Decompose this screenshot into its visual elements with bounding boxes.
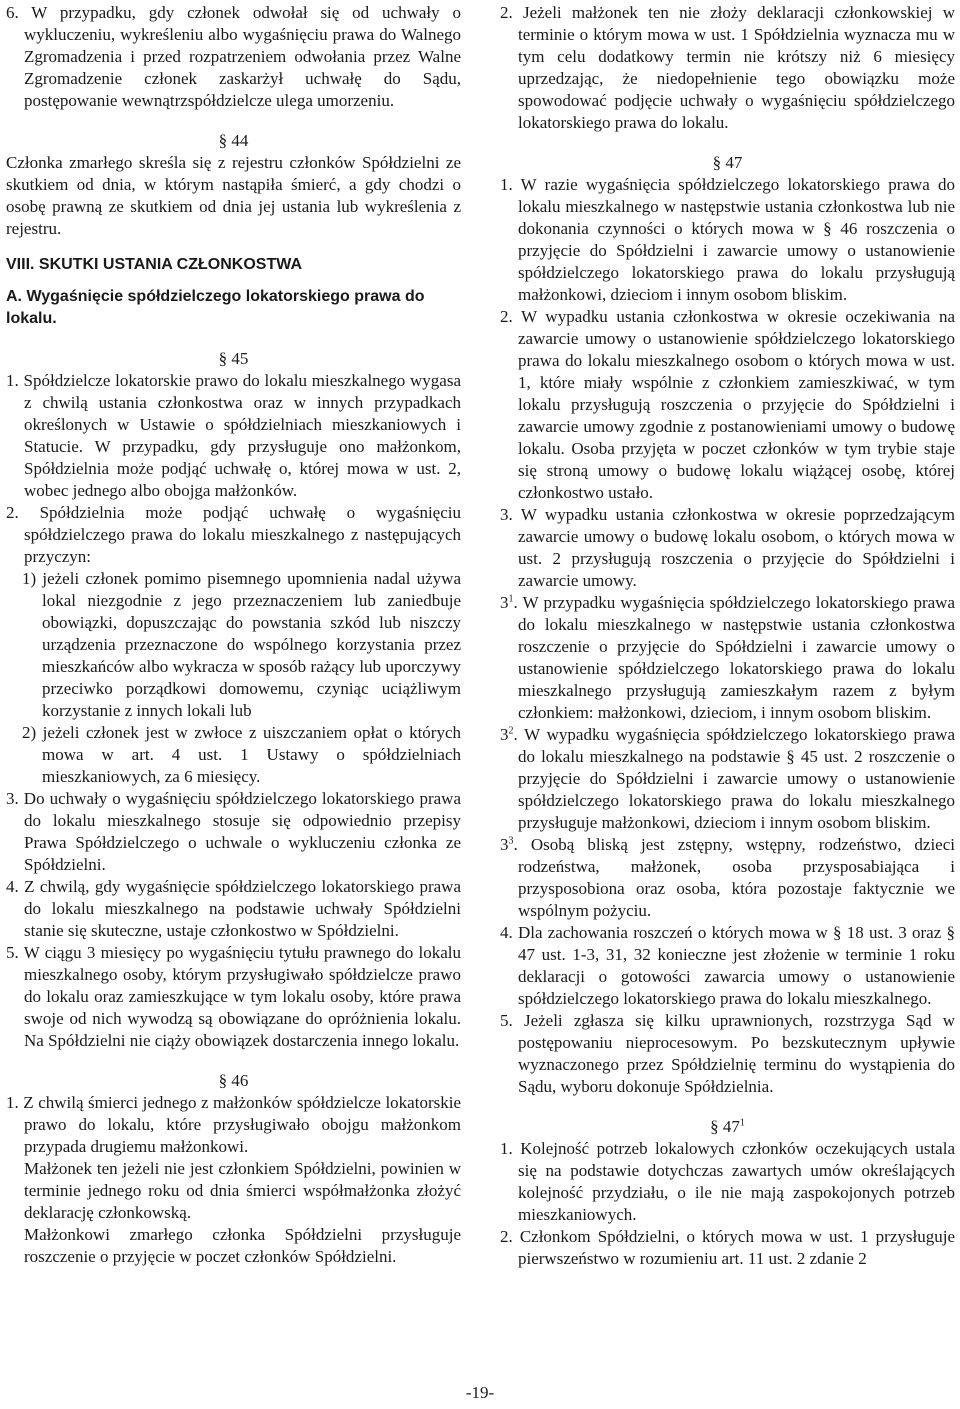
paragraph-superscript: 3 — [508, 835, 514, 847]
section-47-1-paragraph-1: 1. Kolejność potrzeb lokalowych członków oczekujących ustala się na podstawie dotychczas zawartych umów określających kolejność przydziału, o ile nie mają zaspokojonych potrzeb mieszkaniowych. — [500, 1139, 955, 1224]
section-47-heading: § 47 — [712, 153, 743, 172]
section-46-paragraph-1: 1. Z chwilą śmierci jednego z małżonków spółdzielcze lokatorskie prawo do lokalu, które przysługiwało obojgu małżonkom przypada drugiemu małżonkowi. — [6, 1093, 461, 1156]
section-47-1-superscript: 1 — [739, 1117, 745, 1129]
page-number: -19- — [465, 1383, 495, 1402]
section-44-text: Członka zmarłego skreśla się z rejestru członków Spółdzielni ze skutkiem od dnia, w którym nastąpiła śmierć, a gdy chodzi o osobę prawną ze skutkiem od dnia jej ustania lub wykreślenia z rejestru. — [6, 153, 461, 238]
section-47-1-label: § 47 — [710, 1117, 740, 1136]
section-45-heading: § 45 — [218, 349, 249, 368]
section-47-paragraph-3: 3. W wypadku ustania członkostwa w okresie poprzedzającym zawarcie umowy o budowę lokalu osobom, o których mowa w ust. 2 przysługują roszczenia o przyjęcie do Spółdzielni i zawarcie umowy. — [500, 505, 955, 590]
right-column — [500, 2, 955, 1270]
section-47-paragraph-5: 5. Jeżeli zgłasza się kilku uprawnionych, rozstrzyga Sąd w postępowaniu nieprocesowym. Po bezskutecznym upływie wyznaczonego przez Spółdzielnię terminu do wystąpienia do Sądu, wyboru dokonuje Spółdzielnia. — [500, 1011, 955, 1096]
section-47-1-paragraph-2: 2. Członkom Spółdzielni, o których mowa w ust. 1 przysługuje pierwszeństwo w rozumieniu art. 11 ust. 2 zdanie 2 — [500, 1227, 955, 1268]
left-column — [6, 2, 461, 1268]
section-46-paragraph-2: 2. Jeżeli małżonek ten nie złoży deklaracji członkowskiej w terminie o którym mowa w ust. 1 Spółdzielnia wyznacza mu w tym celu dodatkowy termin nie krótszy niż 6 miesięcy uprzedzając, że niedopełnienie tego obowiązku może spowodować podjęcie uchwały o wygaśnięciu spółdzielczego lokatorskiego prawa do lokalu. — [500, 3, 955, 132]
section-47-paragraph-3-3 — [500, 834, 955, 922]
section-47-paragraph-1: 1. W razie wygaśnięcia spółdzielczego lokatorskiego prawa do lokalu mieszkalnego w następstwie ustania członkostwa lub nie dokonania czynności o których mowa w § 46 roszczenia o przyjęcie do Spółdzielni i zawarcie umowy o ustanowienie spółdzielczego lokatorskiego prawa do lokalu przysługują małżonkowi, dzieciom i innym osobom bliskim. — [500, 175, 955, 304]
section-47-paragraph-3-2 — [500, 724, 955, 834]
section-45-paragraph-1: 1. Spółdzielcze lokatorskie prawo do lokalu mieszkalnego wygasa z chwilą ustania członkostwa oraz w innych przypadkach określonych w Ustawie o spółdzielniach mieszkaniowych i Statucie. W przypadku, gdy przysługuje ono małżonkom, Spółdzielnia może podjąć uchwałę o, której mowa w ust. 2, wobec jednego albo obojga małżonków. — [6, 371, 461, 500]
paragraph-6: 6. W przypadku, gdy członek odwołał się od uchwały o wykluczeniu, wykreśleniu albo wygaśnięciu prawa do Walnego Zgromadzenia i przed rozpatrzeniem odwołania przez Walne Zgromadzenie członek zaskarżył uchwałę do Sądu, postępowanie wewnątrzspółdzielcze ulega umorzeniu. — [6, 3, 461, 110]
section-45-paragraph-5: 5. W ciągu 3 miesięcy po wygaśnięciu tytułu prawnego do lokalu mieszkalnego osoby, którym przysługiwało spółdzielcze prawo do lokalu oraz zamieszkujące w tym lokalu osoby, które prawa swoje od nich wywodzą są obowiązane do opróżnienia lokalu. Na Spółdzielni nie ciąży obowiązek dostarczenia innego lokalu. — [6, 943, 461, 1050]
section-45-paragraph-3: 3. Do uchwały o wygaśnięciu spółdzielczego lokatorskiego prawa do lokalu mieszkalnego stosuje się odpowiednio przepisy Prawa Spółdzielczego o uchwale o wykluczeniu członka ze Spółdzielni. — [6, 789, 461, 874]
paragraph-superscript: 1 — [508, 593, 514, 605]
section-45-paragraph-2-point-1: 1) jeżeli członek pomimo pisemnego upomnienia nadal używa lokal niezgodnie z jego przeznaczeniem lub zaniedbuje obowiązki, dopuszczając do powstania szkód lub niszczy urządzenia przeznaczone do wspólnego korzystania przez mieszkańców albo wykracza w sposób rażący lub uporczywy przeciwko porządkowi domowemu, czyniąc uciążliwym korzystanie z innych lokali lub — [22, 569, 461, 720]
section-47-1-heading — [500, 1116, 955, 1138]
section-47-paragraph-4: 4. Dla zachowania roszczeń o których mowa w § 18 ust. 3 oraz § 47 ust. 1-3, 31, 32 konieczne jest złożenie w terminie 1 roku deklaracji o gotowości zawarcia umowy o ustanowienie spółdzielczego lokatorskiego prawa do lokalu mieszkalnego. — [500, 923, 955, 1008]
paragraph-number: 3 — [500, 725, 509, 744]
section-47-paragraph-2: 2. W wypadku ustania członkostwa w okresie oczekiwania na zawarcie umowy o ustanowienie spółdzielczego lokatorskiego prawa do lokalu mieszkalnego osobom o których mowa w ust. 1, które miały wspólnie z członkiem zamieszkiwać, w tym lokalu przysługują roszczenia o przyjęcie do Spółdzielni i zawarcie umowy zgodnie z postanowieniami umowy o budowę lokalu. Osoba przyjęta w poczet członków w tym trybie staje się stroną umowy o budowę lokalu wiążącej osobę, której członkostwo ustało. — [500, 307, 955, 502]
paragraph-superscript: 2 — [508, 725, 514, 737]
section-45-paragraph-4: 4. Z chwilą, gdy wygaśnięcie spółdzielczego lokatorskiego prawa do lokalu mieszkalnego na podstawie uchwały Spółdzielni stanie się skuteczne, ustaje członkostwo w Spółdzielni. — [6, 877, 461, 940]
paragraph-text: . Osobą bliską jest zstępny, wstępny, rodzeństwo, dzieci rodzeństwa, małżonek, osoba przysposabiająca i przysposobiona oraz osoba, która pozostaje faktycznie we wspólnym pożyciu. — [513, 835, 955, 920]
section-46-heading: § 46 — [218, 1071, 249, 1090]
paragraph-text: . W przypadku wygaśnięcia spółdzielczego lokatorskiego prawa do lokalu mieszkalnego w następstwie ustania członkostwa roszczenie o przyjęcie do Spółdzielni i zawarcie umowy o ustanowienie spółdzielczego lokatorskiego prawa do lokalu mieszkalnego przysługują zamieszkałym razem z byłym członkiem: małżonkowi, dzieciom, i innym osobom bliskim. — [513, 593, 955, 722]
paragraph-number: 3 — [500, 593, 509, 612]
paragraph-text: . W wypadku wygaśnięcia spółdzielczego lokatorskiego prawa do lokalu mieszkalnego na podstawie § 45 ust. 2 roszczenie o przyjęcie do Spółdzielni i zawarcie umowy o ustanowienie spółdzielczego lokatorskiego prawa do lokalu mieszkalnego przysługuje małżonkowi, dzieciom i innym osobom bliskim. — [513, 725, 955, 832]
section-45-paragraph-2: 2. Spółdzielnia może podjąć uchwałę o wygaśnięciu spółdzielczego prawa do lokalu mieszkalnego z następujących przyczyn: — [6, 503, 461, 566]
chapter-heading: VIII. SKUTKI USTANIA CZŁONKOSTWA — [6, 256, 302, 273]
paragraph-number: 3 — [500, 835, 509, 854]
section-45-paragraph-2-point-2: 2) jeżeli członek jest w zwłoce z uiszczaniem opłat o których mowa w art. 4 ust. 1 Ustawy o spółdzielniach mieszkaniowych, za 6 miesięcy. — [22, 723, 461, 786]
section-47-paragraph-3-1 — [500, 592, 955, 724]
section-46-paragraph-1-claim: Małżonkowi zmarłego członka Spółdzielni przysługuje roszczenie o przyjęcie w poczet członków Spółdzielni. — [24, 1225, 461, 1266]
subchapter-heading: A. Wygaśnięcie spółdzielczego lokatorskiego prawa do lokalu. — [6, 288, 425, 327]
section-46-paragraph-1-continued: Małżonek ten jeżeli nie jest członkiem Spółdzielni, powinien w terminie jednego roku od dnia śmierci współmałżonka złożyć deklarację członkowską. — [24, 1159, 461, 1222]
section-44-heading: § 44 — [218, 131, 249, 150]
